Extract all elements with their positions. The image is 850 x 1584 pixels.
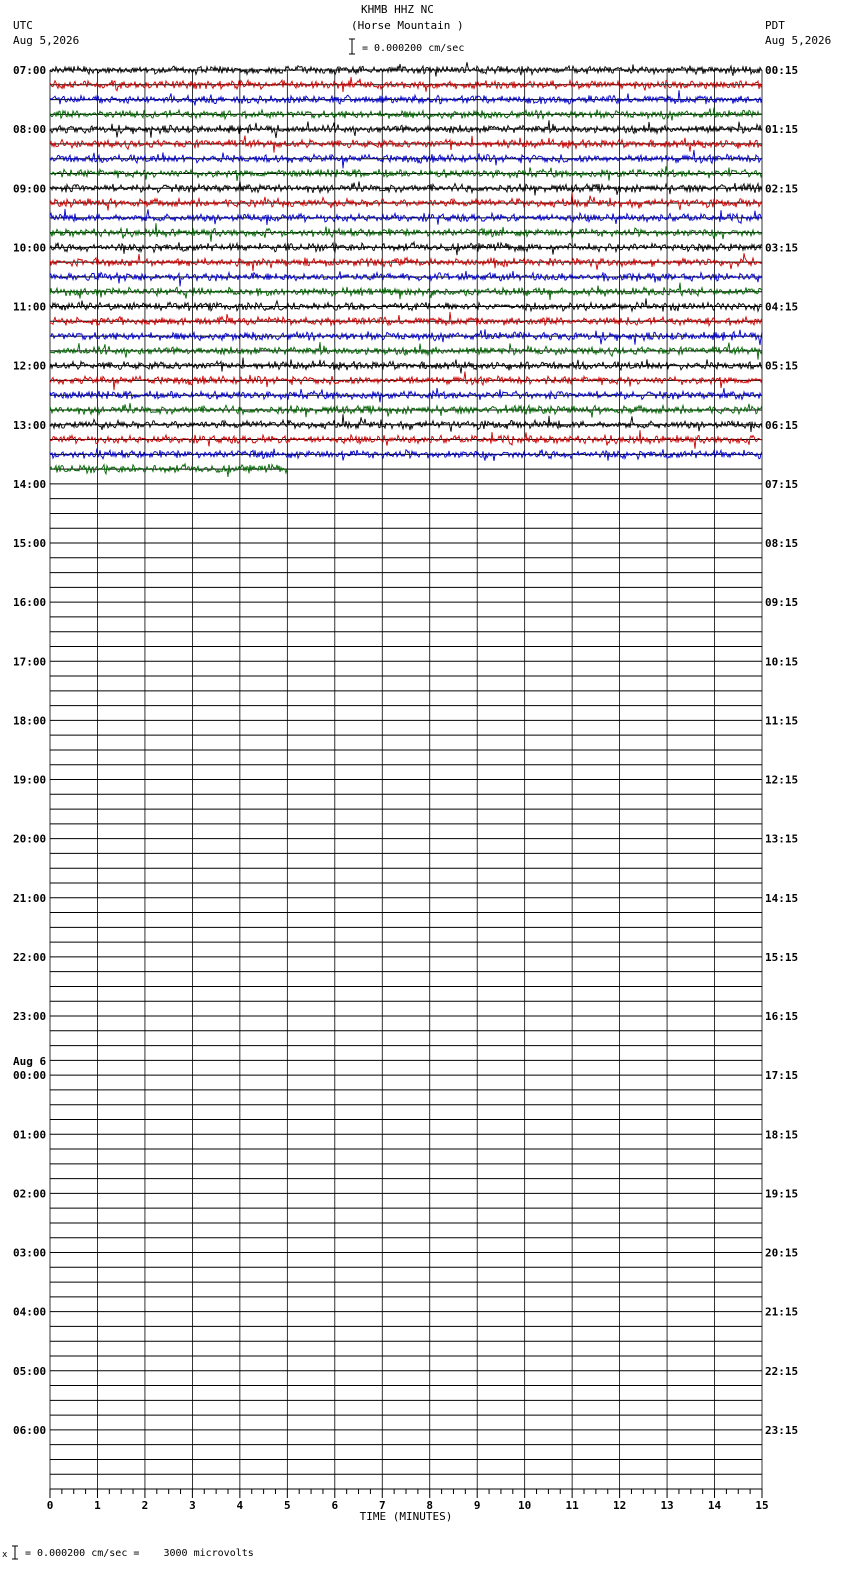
hour-label-left: 19:00: [13, 773, 47, 787]
station-title: KHMB HHZ NC: [361, 3, 434, 16]
hour-label-left: 00:00: [13, 1069, 47, 1083]
hour-label-right: 15:15: [765, 950, 799, 964]
x-tick-label: 13: [660, 1499, 674, 1512]
hour-label-left: 10:00: [13, 241, 47, 255]
trace-line: [50, 312, 762, 326]
x-tick-label: 10: [518, 1499, 532, 1512]
grid: [50, 70, 762, 1498]
x-tick-label: 9: [473, 1499, 481, 1512]
left-date: Aug 5,2026: [13, 34, 80, 47]
trace-line: [50, 414, 762, 432]
hour-label-left: 02:00: [13, 1187, 47, 1201]
header-scale-bar: [349, 39, 355, 54]
hour-label-left: 17:00: [13, 655, 47, 669]
hour-label-left: 15:00: [13, 537, 47, 550]
hour-label-right: 11:15: [765, 714, 799, 728]
trace-line: [50, 62, 762, 76]
hour-label-right: 23:15: [765, 1423, 799, 1437]
hour-label-right: 00:15: [765, 64, 799, 77]
hour-label-left: 05:00: [13, 1364, 47, 1378]
x-tick-label: 0: [46, 1499, 54, 1512]
hour-label-right: 19:15: [765, 1187, 799, 1201]
trace-line: [50, 90, 762, 105]
footer-scale-bar: [12, 1546, 18, 1559]
hour-label-left: 21:00: [13, 891, 47, 905]
x-tick-label: 5: [284, 1499, 291, 1512]
hour-label-left: 09:00: [13, 182, 47, 196]
hour-label-right: 03:15: [765, 241, 799, 255]
scale-label: = 0.000200 cm/sec: [362, 43, 465, 54]
hour-label-right: 04:15: [765, 300, 799, 314]
hour-label-left: 12:00: [13, 359, 47, 373]
date-change-label: Aug 6: [13, 1055, 47, 1069]
trace-line: [50, 193, 762, 211]
footer-scale-label: = 0.000200 cm/sec = 3000 microvolts: [25, 1548, 254, 1559]
x-tick-label: 7: [378, 1499, 386, 1512]
trace-line: [50, 329, 762, 345]
x-tick-label: 8: [426, 1499, 434, 1512]
hour-label-right: 08:15: [765, 537, 799, 550]
right-timezone: PDT: [765, 19, 785, 32]
hour-label-left: 08:00: [13, 123, 47, 137]
x-tick-label: 6: [331, 1499, 339, 1512]
hour-label-left: 01:00: [13, 1128, 47, 1142]
x-tick-label: 1: [94, 1499, 101, 1512]
hour-label-left: 23:00: [13, 1010, 47, 1023]
x-tick-label: 15: [755, 1499, 769, 1512]
x-tick-label: 4: [236, 1499, 244, 1512]
hour-label-left: 16:00: [13, 596, 47, 610]
x-tick-label: 2: [141, 1499, 149, 1512]
hour-label-left: 14:00: [13, 477, 47, 491]
trace-line: [50, 209, 762, 225]
x-tick-label: 3: [189, 1499, 196, 1512]
hour-label-right: 21:15: [765, 1305, 799, 1319]
hour-label-right: 18:15: [765, 1128, 799, 1142]
trace-line: [50, 283, 762, 300]
hour-label-right: 20:15: [765, 1246, 799, 1260]
hour-label-left: 04:00: [13, 1305, 47, 1319]
hour-label-left: 07:00: [13, 64, 47, 77]
hour-label-left: 18:00: [13, 714, 47, 728]
hour-label-left: 20:00: [13, 832, 47, 846]
hour-label-right: 01:15: [765, 123, 799, 137]
hour-label-right: 17:15: [765, 1069, 799, 1083]
hour-label-right: 13:15: [765, 832, 799, 846]
hour-label-left: 22:00: [13, 950, 47, 964]
hour-label-left: 11:00: [13, 300, 47, 314]
hour-label-right: 16:15: [765, 1010, 799, 1023]
trace-line: [50, 464, 287, 477]
hour-label-right: 06:15: [765, 418, 799, 432]
hour-label-right: 22:15: [765, 1364, 799, 1378]
station-location: (Horse Mountain ): [351, 19, 464, 32]
x-axis-label: TIME (MINUTES): [359, 1510, 453, 1523]
x-tick-label: 12: [612, 1499, 627, 1512]
left-timezone: UTC: [13, 19, 33, 32]
x-tick-label: 14: [707, 1499, 722, 1512]
trace-line: [50, 298, 762, 311]
hour-label-right: 09:15: [765, 596, 799, 610]
hour-label-right: 12:15: [765, 773, 799, 787]
hour-label-right: 05:15: [765, 359, 799, 373]
hour-label-right: 02:15: [765, 182, 799, 196]
hour-label-right: 10:15: [765, 655, 799, 669]
traces: [50, 62, 762, 477]
x-tick-label: 11: [565, 1499, 579, 1512]
hour-label-left: 06:00: [13, 1423, 47, 1437]
hour-label-left: 03:00: [13, 1246, 47, 1260]
trace-line: [50, 271, 762, 287]
trace-line: [50, 242, 762, 255]
hour-label-right: 07:15: [765, 477, 799, 491]
hour-label-left: 13:00: [13, 418, 47, 432]
footer-marker: x: [2, 1550, 8, 1560]
hour-label-right: 14:15: [765, 891, 799, 905]
right-date: Aug 5,2026: [765, 34, 832, 47]
